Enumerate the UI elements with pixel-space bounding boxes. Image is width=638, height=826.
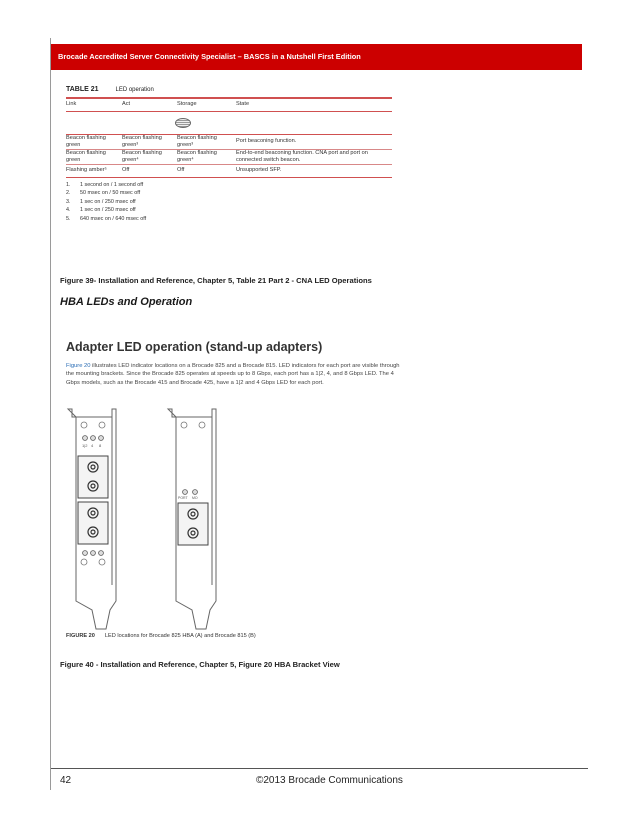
- table-cell: Beacon flashing green³: [177, 134, 217, 148]
- column-header: Link: [66, 101, 77, 107]
- footer-rule: [51, 768, 588, 769]
- column-header: Storage: [177, 101, 197, 107]
- table-cell: Beacon flashing green³: [122, 134, 162, 148]
- hba-bracket-diagram: [62, 405, 232, 630]
- table-cell: Beacon flashing green⁴: [122, 149, 162, 163]
- column-header: State: [236, 101, 250, 107]
- led-label: MO: [192, 496, 198, 500]
- storage-disk-icon: [175, 118, 191, 128]
- table-cell: Beacon flashing green⁴: [177, 149, 217, 163]
- column-header: Act: [122, 101, 131, 107]
- table-cell: Off: [177, 167, 185, 173]
- table-cell: Beacon flashing green: [66, 149, 106, 163]
- footnote: 2. 50 msec on / 50 msec off: [66, 190, 141, 197]
- table-footnotes: [66, 182, 392, 225]
- footnote: 3. 1 sec on / 250 msec off: [66, 198, 136, 205]
- figure-40-caption: Figure 40 - Installation and Reference, Chapter 5, Figure 20 HBA Bracket View: [60, 660, 340, 669]
- led-indicator: [99, 551, 104, 556]
- led-indicator: [193, 490, 198, 495]
- table-icon-row: [66, 112, 392, 135]
- figure-20-text: illustrates LED indicator locations on a Brocade 825 and a Brocade 815. LED indicators for each port are visible through the mounting brackets. Since the Brocade 825 operates at speeds up to 8 Gbps, each port has a 1|2, 4, and 8 Gbps LED. The 4 Gbps models, such as the Brocade 415 and Brocade 425, have a 1|2 and 4 Gbps LED for each port.: [66, 363, 400, 386]
- table-label: TABLE 21: [66, 86, 99, 93]
- table-cell: Flashing amber⁵: [66, 167, 107, 173]
- figure-20-link: Figure 20: [66, 363, 91, 369]
- led-indicator: [99, 436, 104, 441]
- figure-20-label: FIGURE 20 LED locations for Brocade 825 HBA (A) and Brocade 815 (B): [66, 633, 256, 639]
- section-heading: HBA LEDs and Operation: [60, 296, 193, 308]
- table-title: [66, 86, 392, 97]
- table-cell: End-to-end beaconing function. CNA port and port on connected switch beacon.: [236, 149, 368, 163]
- led-indicator: [91, 551, 96, 556]
- table-header-row: [66, 99, 392, 112]
- table-row: [66, 165, 392, 178]
- table-row: [66, 150, 392, 165]
- footnote: 4. 1 sec on / 250 msec off: [66, 207, 136, 214]
- page-number: 42: [60, 775, 72, 786]
- led-label: 8: [99, 443, 102, 448]
- table-row: [66, 135, 392, 150]
- table-cell: Unsupported SFP.: [236, 167, 282, 173]
- table-caption: LED operation: [115, 87, 154, 93]
- figure-20-title: Adapter LED operation (stand-up adapters): [66, 340, 323, 354]
- footnote: 1. 1 second on / 1 second off: [66, 181, 144, 188]
- led-label: 1|2: [82, 443, 88, 448]
- copyright-notice: ©2013 Brocade Communications: [256, 775, 403, 786]
- led-indicator: [183, 490, 188, 495]
- document-header: Brocade Accredited Server Connectivity Specialist – BASCS in a Nutshell First Edition: [51, 44, 582, 70]
- led-indicator: [91, 436, 96, 441]
- figure-20-body: [66, 362, 406, 387]
- led-label: 4: [91, 443, 94, 448]
- footnote: 5. 640 msec on / 640 msec off: [66, 215, 147, 222]
- led-label: PORT: [178, 496, 188, 500]
- table-21-image: [66, 86, 392, 224]
- figure-39-caption: Figure 39- Installation and Reference, Chapter 5, Table 21 Part 2 - CNA LED Operations: [60, 276, 372, 285]
- table-cell: Port beaconing function.: [236, 138, 297, 144]
- left-margin-rule: [50, 38, 51, 790]
- table-cell: Beacon flashing green: [66, 134, 106, 148]
- led-indicator: [83, 551, 88, 556]
- led-indicator: [83, 436, 88, 441]
- table-cell: Off: [122, 167, 130, 173]
